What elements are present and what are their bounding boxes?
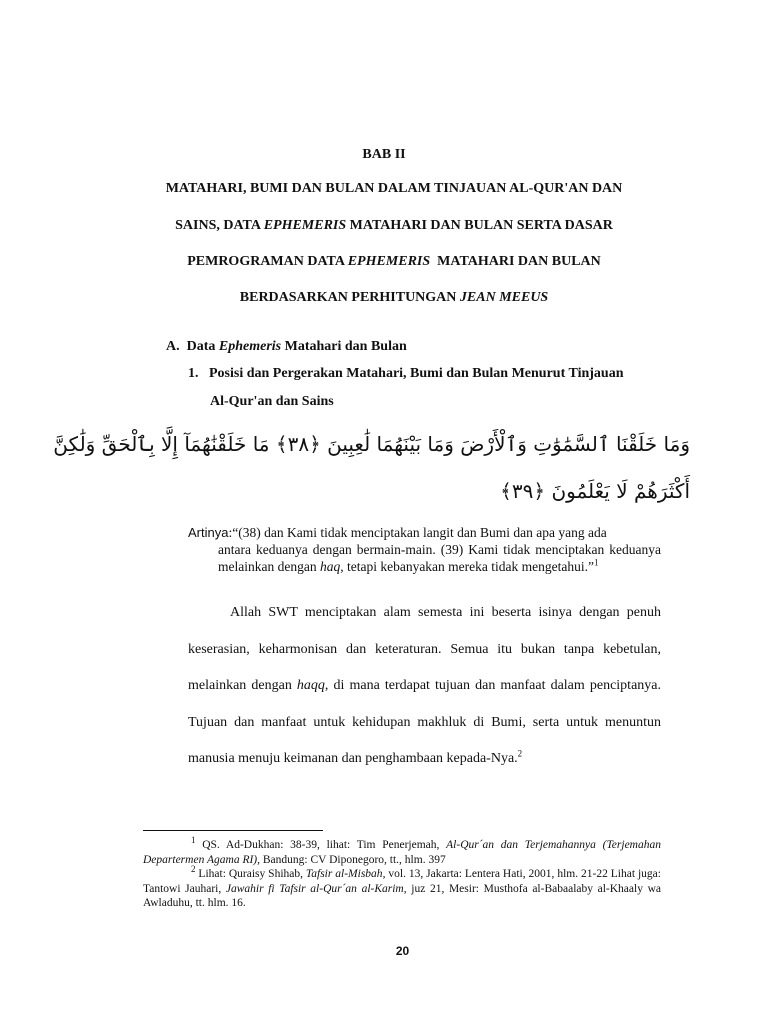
footnote-ref-2[interactable]: 2 xyxy=(517,748,523,759)
section-heading-a: A. Data Ephemeris Matahari dan Bulan xyxy=(166,339,407,354)
footnote-separator xyxy=(143,830,323,831)
chapter-title-line-2: SAINS, DATA EPHEMERIS MATAHARI DAN BULAN SERTA DASAR xyxy=(175,218,613,233)
chapter-title-line-3: PEMROGRAMAN DATA EPHEMERIS MATAHARI DAN BULAN xyxy=(187,254,601,269)
subsection-heading-1: 1. Posisi dan Pergerakan Matahari, Bumi dan Bulan Menurut Tinjauan xyxy=(188,366,624,381)
chapter-title-line-4: BERDASARKAN PERHITUNGAN JEAN MEEUS xyxy=(239,290,549,305)
translation-continuation: antara keduanya dengan bermain-main. (39) Kami tidak menciptakan keduanya melainkan dengan haq, tetapi kebanyakan mereka tidak mengetahui.”$^1$ xyxy=(218,542,661,574)
footnote-1: $^1$ QS. Ad-Dukhan: 38-39, lihat: Tim Penerjemah, Al-Qur´an dan Terjemahannya (Terjemahan Departermen Agama RI), Bandung: CV Diponegoro, tt., hlm. 397 xyxy=(143,835,661,866)
verse-translation: Artinya:“(38) dan Kami tidak menciptakan langit dan Bumi dan apa yang ada antara keduanya dengan bermain-main. (39) Kami tidak menciptakan keduanya melainkan dengan haq, tetapi kebanyakan mereka tidak mengetahui.”$^1$ xyxy=(188,525,661,574)
body-paragraph: Allah SWT menciptakan alam semesta ini beserta isinya dengan penuh keserasian, keharmonisan dan keteraturan. Semua itu bukan tanpa kebetulan, melainkan dengan haqq, di mana terdapat tujuan dan manfaat dalam penciptanya. Tujuan dan manfaat untuk kehidupan makhluk di Bumi, serta untuk menuntun manusia menuju keimanan dan penghambaan kepada-Nya.$^2$ xyxy=(188,605,661,766)
footnote-ref-1[interactable]: 1 xyxy=(593,557,599,568)
footnote-2: $^2$ Lihat: Quraisy Shihab, Tafsir al-Misbah, vol. 13, Jakarta: Lentera Hati, 2001, hlm. 21-22 Lihat juga: Tantowi Jauhari, Jawahir fi Tafsir al-Qur´an al-Karim, juz 21, Mesir: Musthofa al-Babaalaby al-Khaaly wa Awladuhu, tt. hlm. 16. xyxy=(143,864,662,909)
quran-verse-line-2: أَكْثَرَهُمْ لَا يَعْلَمُونَ ﴿٣٩﴾ xyxy=(500,479,690,503)
translation-label: Artinya xyxy=(188,525,229,540)
chapter-title-line-1: MATAHARI, BUMI DAN BULAN DALAM TINJAUAN AL-QUR'AN DAN xyxy=(165,181,623,196)
quran-verse-line-1: وَمَا خَلَقْنَا ٱلسَّمَٰوَٰتِ وَٱلْأَرْضَ وَمَا بَيْنَهُمَا لَٰعِبِينَ ﴿٣٨﴾ مَا خَلَقْنَٰهُمَآ إِلَّا بِٱلْحَقِّ وَلَٰكِنَّ xyxy=(53,432,690,456)
subsection-heading-1-continuation: Al-Qur'an dan Sains xyxy=(210,394,334,409)
page-number: 20 xyxy=(395,944,410,958)
footnotes xyxy=(143,835,662,911)
chapter-heading: BAB II xyxy=(362,147,406,162)
